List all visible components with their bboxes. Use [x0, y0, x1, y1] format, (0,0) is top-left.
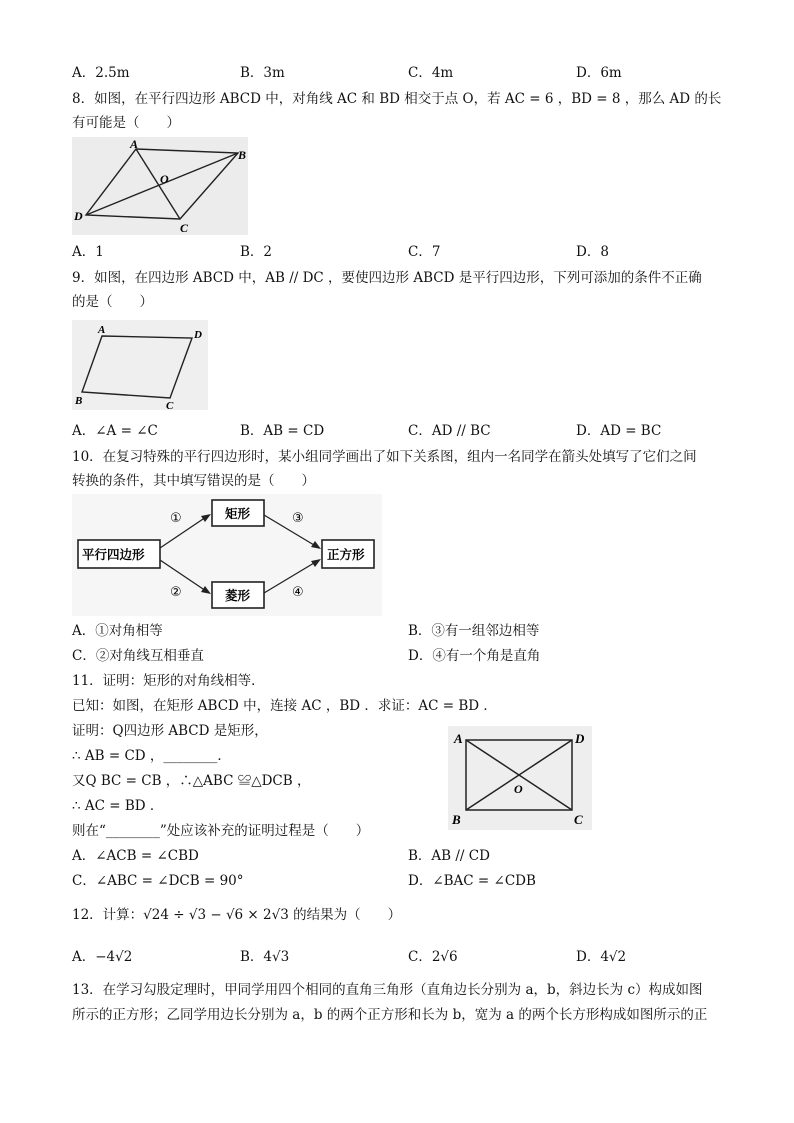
arrow-4-label: ④ [292, 585, 304, 600]
q12-option-b: B．4√3 [240, 949, 290, 965]
q11-proof-line4: ∴ AC = BD ． [72, 798, 164, 814]
q7-option-a: A．2.5m [72, 65, 130, 81]
q10-option-b: B．③有一组邻边相等 [408, 623, 540, 639]
q8-label-o: O [160, 172, 169, 186]
q9-label-a: A [98, 324, 106, 336]
q13-stem-line1: 13．在学习勾股定理时，甲同学用四个相同的直角三角形（直角边长分别为 a，b，斜边长为 c）构成如图 [72, 982, 703, 998]
q10-option-c: C．②对角线互相垂直 [72, 648, 204, 664]
box-square-label: 正方形 [327, 547, 365, 562]
q8-label-c: C [180, 221, 189, 235]
q11-proof-line1: 证明：Q四边形 ABCD 是矩形， [72, 723, 268, 739]
q8-option-a: A．1 [72, 244, 104, 260]
q11-label-a: A [454, 731, 463, 746]
arrow-1-label: ① [170, 511, 182, 526]
q8-label-d: D [74, 209, 83, 223]
q11-given: 已知：如图，在矩形 ABCD 中，连接 AC ，BD ．求证：AC = BD ． [72, 698, 497, 714]
q10-stem-line2: 转换的条件，其中填写错误的是（ ） [72, 473, 315, 489]
q11-option-b: B．AB // CD [408, 848, 490, 864]
q11-option-a: A．∠ACB = ∠CBD [72, 848, 199, 864]
q7-option-d: D．6m [576, 65, 622, 81]
q11-option-c: C．∠ABC = ∠DCB = 90° [72, 873, 244, 889]
q12-option-d: D．4√2 [576, 949, 627, 965]
q10-option-a: A．①对角相等 [72, 623, 163, 639]
q11-label-b: B [452, 812, 461, 827]
box-parallelogram-label: 平行四边形 [82, 547, 145, 562]
box-rhombus-label: 菱形 [225, 588, 251, 603]
q9-stem-line1: 9．如图，在四边形 ABCD 中，AB // DC ，要使四边形 ABCD 是平行四边形，下列可添加的条件不正确 [72, 270, 702, 286]
q7-option-b: B．3m [240, 65, 285, 81]
q12-option-c: C．2√6 [408, 949, 458, 965]
q8-option-c: C．7 [408, 244, 441, 260]
q9-option-c: C．AD // BC [408, 423, 491, 439]
q8-option-b: B．2 [240, 244, 273, 260]
q11-label-o: O [514, 782, 523, 796]
arrow-2-label: ② [170, 585, 182, 600]
q9-option-b: B．AB = CD [240, 423, 325, 439]
q10-relationship-diagram [72, 494, 382, 616]
q8-stem-line2: 有可能是（ ） [72, 115, 180, 131]
q11-label-d: D [575, 731, 585, 746]
q11-option-d: D．∠BAC = ∠CDB [408, 873, 536, 889]
q9-option-a: A．∠A = ∠C [72, 423, 158, 439]
arrow-3-label: ③ [292, 511, 304, 526]
q9-label-d: D [194, 329, 202, 341]
q10-stem-line1: 10．在复习特殊的平行四边形时，某小组同学画出了如下关系图，组内一名同学在箭头处填写了它们之间 [72, 449, 697, 465]
q8-stem-line1: 8．如图，在平行四边形 ABCD 中，对角线 AC 和 BD 相交于点 O，若 AC = 6 ，BD = 8 ，那么 AD 的长 [72, 91, 722, 107]
q11-label-c: C [574, 812, 583, 827]
q8-label-a: A [130, 137, 139, 151]
q7-option-c: C．4m [408, 65, 454, 81]
q9-label-b: B [75, 395, 83, 407]
box-rectangle-label: 矩形 [225, 506, 251, 521]
q9-option-d: D．AD = BC [576, 423, 662, 439]
q9-stem-line2: 的是（ ） [72, 294, 153, 310]
q9-quadrilateral-figure [72, 320, 208, 410]
q11-rectangle-figure [448, 726, 592, 830]
q8-parallelogram-figure [72, 137, 248, 235]
q8-option-d: D．8 [576, 244, 609, 260]
q10-option-d: D．④有一个角是直角 [408, 648, 541, 664]
q11-proof-line5: 则在“________”处应该补充的证明过程是（ ） [72, 823, 370, 839]
q11-title: 11．证明：矩形的对角线相等． [72, 673, 265, 689]
q8-label-b: B [238, 148, 247, 162]
q9-label-c: C [166, 400, 174, 410]
q11-proof-line3: 又Q BC = CB ，∴△ABC ≌△DCB ， [72, 773, 311, 789]
q12-option-a: A．−4√2 [72, 949, 133, 965]
q13-stem-line2: 所示的正方形；乙同学用边长分别为 a，b 的两个正方形和长为 b，宽为 a 的两个长方形构成如图所示的正 [72, 1007, 708, 1023]
q11-proof-line2: ∴ AB = CD ，________． [72, 748, 231, 764]
q12-stem: 12．计算：√24 ÷ √3 − √6 × 2√3 的结果为（ ） [72, 907, 402, 923]
